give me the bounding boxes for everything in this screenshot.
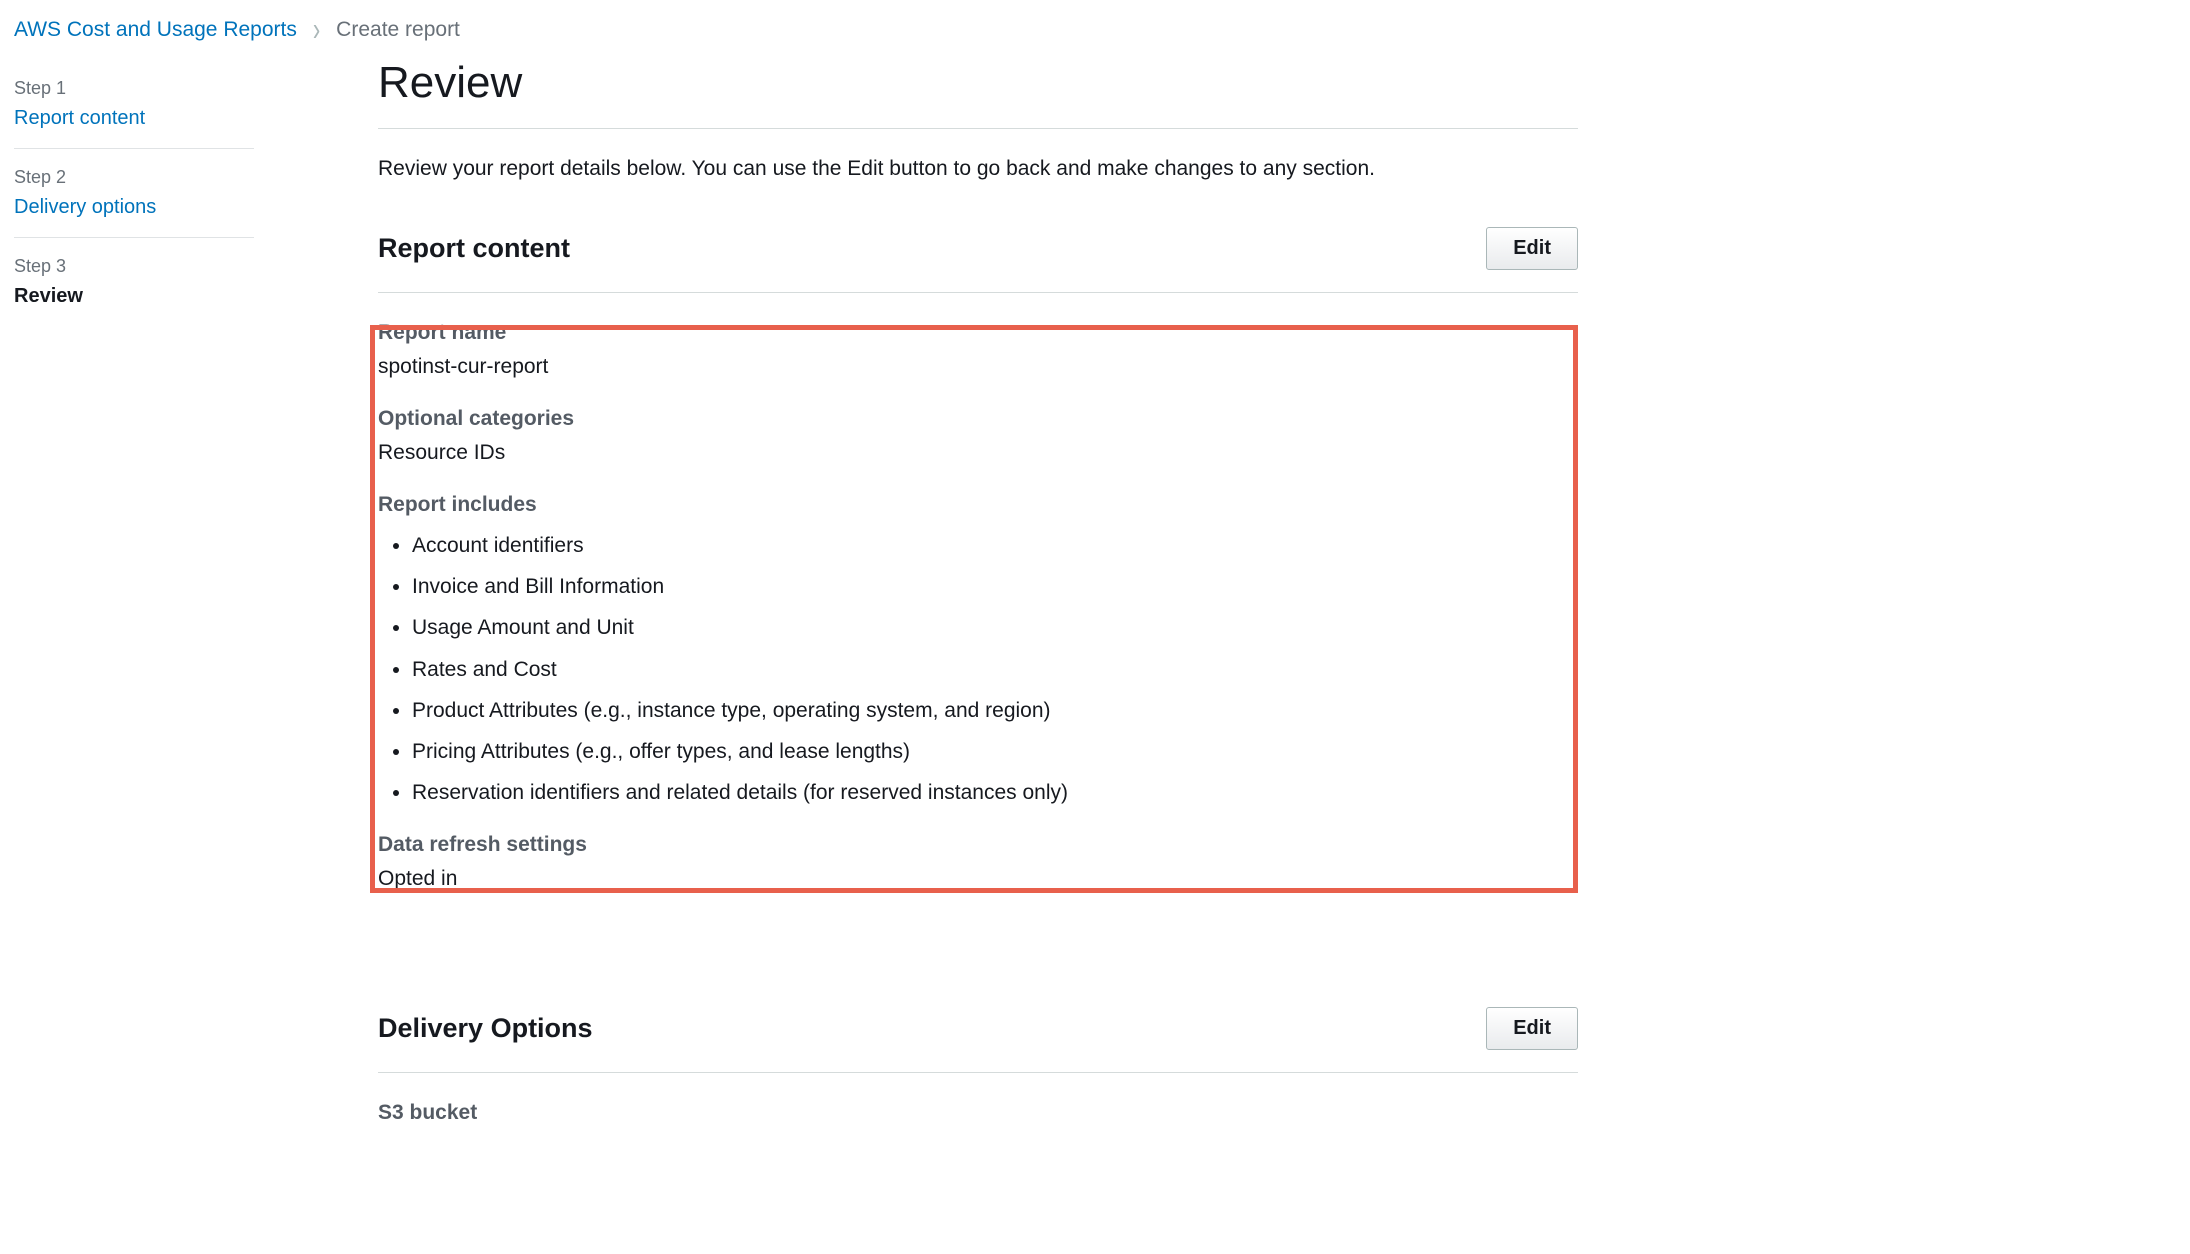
list-item: • Account identifiers <box>412 533 1578 558</box>
breadcrumb <box>14 10 460 48</box>
delivery-options-heading: Delivery Options <box>378 1013 593 1044</box>
sidebar-item-report-content[interactable] <box>14 78 259 148</box>
s3-bucket-field <box>378 1101 1578 1125</box>
step-1-label: Step 1 <box>14 78 67 98</box>
step-navigation <box>14 78 259 326</box>
report-includes-label: Report includes <box>378 493 537 516</box>
report-name-label: Report name <box>378 321 507 344</box>
step-divider-2 <box>14 237 254 238</box>
breadcrumb-link-aws-cost-and-usage-reports[interactable]: AWS Cost and Usage Reports <box>14 18 297 41</box>
optional-categories-label: Optional categories <box>378 407 575 430</box>
step-3-label: Step 3 <box>14 256 67 276</box>
list-item: • Usage Amount and Unit <box>412 615 1578 640</box>
step-2-label: Step 2 <box>14 167 67 187</box>
report-content-section-header <box>378 227 1578 270</box>
edit-report-content-button[interactable]: Edit <box>1486 227 1578 270</box>
delivery-options-divider <box>378 1072 1578 1073</box>
data-refresh-settings-value: Opted in <box>378 867 458 891</box>
sidebar-item-review <box>14 256 259 326</box>
report-includes-field <box>378 493 1578 805</box>
breadcrumb-current-create-report: Create report <box>336 18 460 41</box>
data-refresh-settings-label: Data refresh settings <box>378 833 587 857</box>
main-content <box>378 58 1578 1135</box>
report-name-field <box>378 321 1578 379</box>
step-divider-1 <box>14 148 254 149</box>
page-title: Review <box>378 58 1578 129</box>
s3-bucket-label: S3 bucket <box>378 1101 478 1125</box>
report-name-value: spotinst-cur-report <box>378 355 549 378</box>
optional-categories-field <box>378 407 1578 465</box>
edit-delivery-options-button[interactable]: Edit <box>1486 1007 1578 1050</box>
report-includes-list <box>378 533 1578 805</box>
step-2-title[interactable]: Delivery options <box>14 196 157 218</box>
optional-categories-value: Resource IDs <box>378 441 506 464</box>
step-3-title: Review <box>14 285 83 307</box>
step-1-title[interactable]: Report content <box>14 107 146 129</box>
report-content-heading: Report content <box>378 233 570 263</box>
data-refresh-settings-field <box>378 833 1578 891</box>
report-content-divider <box>378 292 1578 293</box>
list-item: • Rates and Cost <box>412 657 1578 682</box>
chevron-right-icon: › <box>312 10 321 48</box>
sidebar-item-delivery-options[interactable] <box>14 167 259 237</box>
page-intro-text: Review your report details below. You can use the Edit button to go back and make changes to any section. <box>378 157 1375 180</box>
list-item: • Reservation identifiers and related details (for reserved instances only) <box>412 780 1578 805</box>
list-item: • Product Attributes (e.g., instance type, operating system, and region) <box>412 698 1578 723</box>
delivery-options-section-header <box>378 1007 1578 1050</box>
section-spacer <box>378 891 1578 961</box>
list-item: • Pricing Attributes (e.g., offer types, and lease lengths) <box>412 739 1578 764</box>
list-item: • Invoice and Bill Information <box>412 574 1578 599</box>
